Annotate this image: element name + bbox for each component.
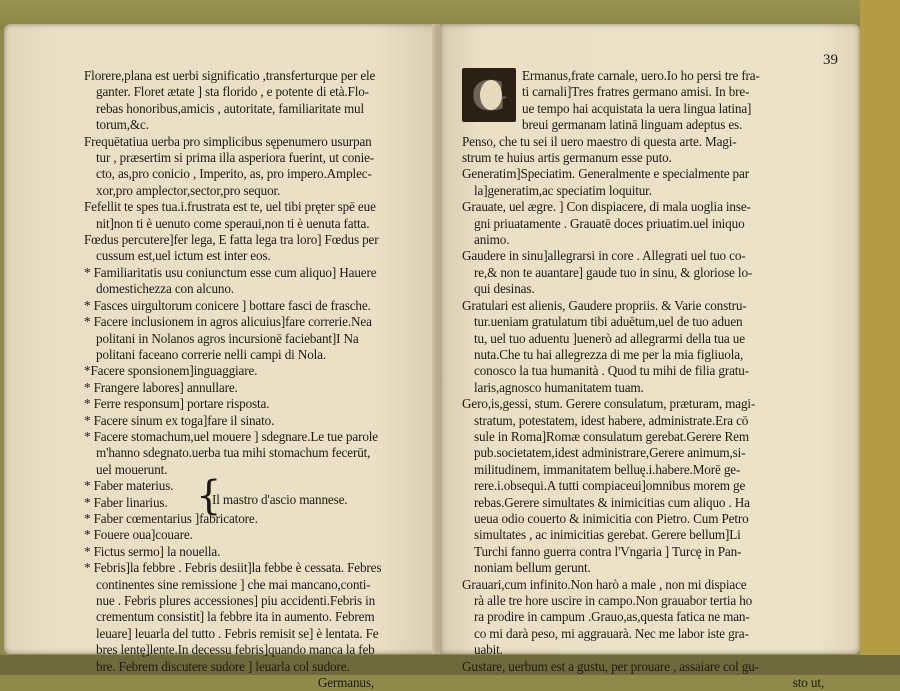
- text-line: Frequētatiua uerba pro simplicibus sępenumero usurpan: [84, 133, 372, 149]
- left-catchword: Germanus,: [317, 675, 374, 691]
- text-line: bre. Febrem discutere sudore ] leuarla col sudore.: [96, 658, 350, 674]
- text-line: politani faceano correrie nelli campi di Nola.: [96, 346, 327, 362]
- text-line: * Fasces uirgultorum conicere ] bottare fasci de frasche.: [84, 297, 371, 313]
- text-line: uel mouerunt.: [96, 461, 168, 477]
- text-line: xor,pro amplector,sector,pro sequor.: [96, 182, 281, 198]
- brace-item: * Faber linarius.: [84, 494, 168, 510]
- decorated-initial: [462, 68, 516, 122]
- text-line: ueua odio couerto & inimicitia con Pietro. Cum Petro: [474, 510, 749, 526]
- text-line: *Facere sponsionem]inguaggiare.: [84, 363, 258, 379]
- right-catchword: sto ut,: [792, 675, 824, 691]
- text-line: ganter. Floret ætate ] sta florido , e potente di età.Flo-: [96, 84, 369, 100]
- text-line: tur.ueniam gratulatum tibi aduētum,uel de tuo aduen: [474, 314, 743, 330]
- text-line: nit]non ti è uenuto come speraui,non ti è uenuta fatta.: [96, 215, 370, 231]
- text-line: tur , præsertim si prima illa asperiora fuerint, ut conie-: [96, 150, 375, 166]
- text-line: breui germanam latinā linguam adeptus es.: [522, 117, 743, 133]
- text-line: Turchi fanno guerra contra l'Vngaria ] Turcę in Pan-: [474, 543, 742, 559]
- page-number: 39: [823, 52, 838, 68]
- left-lines-after: [84, 511, 414, 675]
- text-line: Gratulari est alienis, Gaudere propriis. & Varie constru-: [462, 297, 747, 313]
- text-line: Generatim]Speciatim. Generalmente e specialmente par: [462, 166, 749, 182]
- text-line: uabit.: [474, 642, 503, 658]
- text-line: stratum, potestatem, idest habere, administrate.Era cō: [474, 412, 749, 428]
- right-page-text: [462, 68, 834, 691]
- text-line: strum te huius artis germanum esse puto.: [462, 150, 672, 166]
- text-line: pub.societatem,idest administrare,Gerere animum,si-: [474, 445, 746, 461]
- text-line: Fœdus percutere]fer lega, E fatta lega tra loro] Fœdus per: [84, 232, 379, 248]
- text-line: * Faber cœmentarius ]fabricatore.: [84, 510, 258, 526]
- text-line: ra prodire in campum .Grauo,as,questa fatica ne man-: [474, 609, 750, 625]
- text-line: * Fictus sermo] la nouella.: [84, 543, 221, 559]
- curly-brace-icon: {: [196, 473, 222, 520]
- text-line: la]generatim,ac speciatim loquitur.: [474, 182, 652, 198]
- text-line: rebas honoribus,amicis , autoritate, familiaritate mul: [96, 100, 365, 116]
- text-line: nue . Febris plures accessiones] piu accidenti.Febris in: [96, 593, 376, 608]
- text-line: rere.i.obsequi.A tutti compiaceui]omnibus morem ge: [474, 478, 746, 494]
- text-line: co mi darà peso, mi aggrauarà. Nec me labor iste gra-: [474, 625, 749, 641]
- initial-letter: G: [471, 69, 507, 120]
- text-line: * Facere stomachum,uel mouere ] sdegnare.Le tue parole: [84, 428, 378, 444]
- text-line: Gero,is,gessi, stum. Gerere consulatum, præturam, magi-: [462, 396, 756, 412]
- text-line: noniam bellum gerunt.: [474, 560, 591, 576]
- text-line: politani in Nolanos agros incursionē faciebant]I Na: [96, 330, 359, 346]
- text-line: laris,agnosco humanitatem tuam.: [474, 379, 644, 395]
- text-line: re,& non te auantare] gaude tuo in sinu, & gloriose lo-: [474, 264, 753, 280]
- text-line: crementum consistit] la febbre ita in aumento. Febrem: [96, 609, 375, 625]
- text-line: * Fouere oua]couare.: [84, 527, 193, 543]
- text-line: torum,&c.: [96, 117, 149, 133]
- text-line: sule in Roma]Romæ consulatum gerebat.Gerere Rem: [474, 428, 749, 444]
- right-lines: [462, 166, 834, 675]
- text-line: Gustare, uerbum est a gustu, per prouare , assaiare col gu-: [462, 658, 759, 674]
- text-line: m'hanno sdegnato.uerba tua mihi stomachum fecerūt,: [96, 445, 371, 461]
- text-line: * Facere sinum ex toga]fare il sinato.: [84, 412, 275, 428]
- text-line: * Familiaritatis usu coniunctum esse cum aliquo] Hauere: [84, 264, 377, 280]
- text-line: qui desinas.: [474, 281, 535, 297]
- text-line: simultates , ac inimicitias gerebat. Gerere bellum]Li: [474, 527, 741, 543]
- brace-label: Il mastro d'ascio mannese.: [212, 492, 348, 508]
- text-line: gni priuatamente . Grauatē doces priuatim.uel iniquo: [474, 215, 745, 231]
- left-page-text: [84, 68, 414, 691]
- text-line: bres lentę]lente.In decessu febris]quando manca la feb: [96, 642, 375, 658]
- brace-item: * Faber materius.: [84, 478, 174, 494]
- text-line: Ermanus,frate carnale, uero.Io ho persi tre fra-: [522, 68, 760, 83]
- opening-lines: [462, 68, 834, 166]
- text-line: ue tempo hai acquistata la uera lingua latina]: [522, 100, 752, 116]
- text-line: militudinem, immanitatem belluę.i.habere.Morē ge-: [474, 461, 741, 477]
- text-line: cto, as,pro conicio , Imperito, as, pro impero.Amplec-: [96, 166, 372, 182]
- text-line: conosco la tua humanità . Quod tu mihi de filia gratu-: [474, 363, 749, 379]
- background-right: [860, 0, 900, 675]
- text-line: Gaudere in sinu]allegrarsi in core . Allegrati uel tuo co-: [462, 248, 746, 264]
- left-lines: [84, 68, 414, 478]
- text-line: continentes sine remissione ] che mai mancano,conti-: [96, 576, 371, 592]
- text-line: * Facere inclusionem in agros alicuius]fare correrie.Nea: [84, 314, 372, 330]
- text-line: nuta.Che tu hai allegrezza di me per la mia figliuola,: [474, 346, 744, 362]
- text-line: rà alle tre hore uscire in campo.Non grauabor tertia ho: [474, 593, 753, 608]
- text-line: * Febris]la febbre . Febris desiit]la febbe è cessata. Febres: [84, 560, 382, 576]
- text-line: leuare] leuarla del tutto . Febris remisit se] è lentata. Fe: [96, 625, 379, 641]
- left-page: [4, 24, 438, 691]
- text-line: Grauari,cum infinito.Non harò a male , non mi dispiace: [462, 576, 747, 592]
- text-line: domestichezza con alcuno.: [96, 281, 234, 297]
- text-line: tu, uel tuo aduentu ]uenerò ad allegrarmi della tua ue: [474, 330, 745, 346]
- text-line: cussum est,uel ictum est inter eos.: [96, 248, 271, 264]
- text-line: animo.: [474, 232, 510, 248]
- text-line: Grauate, uel ægre. ] Con dispiacere, di mala uoglia inse-: [462, 199, 751, 215]
- text-line: Fefellit te spes tua.i.frustrata est te, uel tibi pręter spē eue: [84, 199, 376, 215]
- right-page: [440, 24, 860, 691]
- text-line: * Ferre responsum] portare risposta.: [84, 396, 270, 412]
- text-line: * Frangere labores] annullare.: [84, 379, 238, 395]
- text-line: rebas.Gerere simultates & inimicitias cum aliquo . Ha: [474, 494, 750, 510]
- opening-paragraph: [462, 68, 834, 166]
- text-line: ti carnali]Tres fratres germano amisi. In bre-: [522, 84, 750, 100]
- text-line: Florere,plana est uerbi significatio ,transferturque per ele: [84, 68, 376, 83]
- text-line: Penso, che tu sei il uero maestro di questa arte. Magi-: [462, 133, 737, 149]
